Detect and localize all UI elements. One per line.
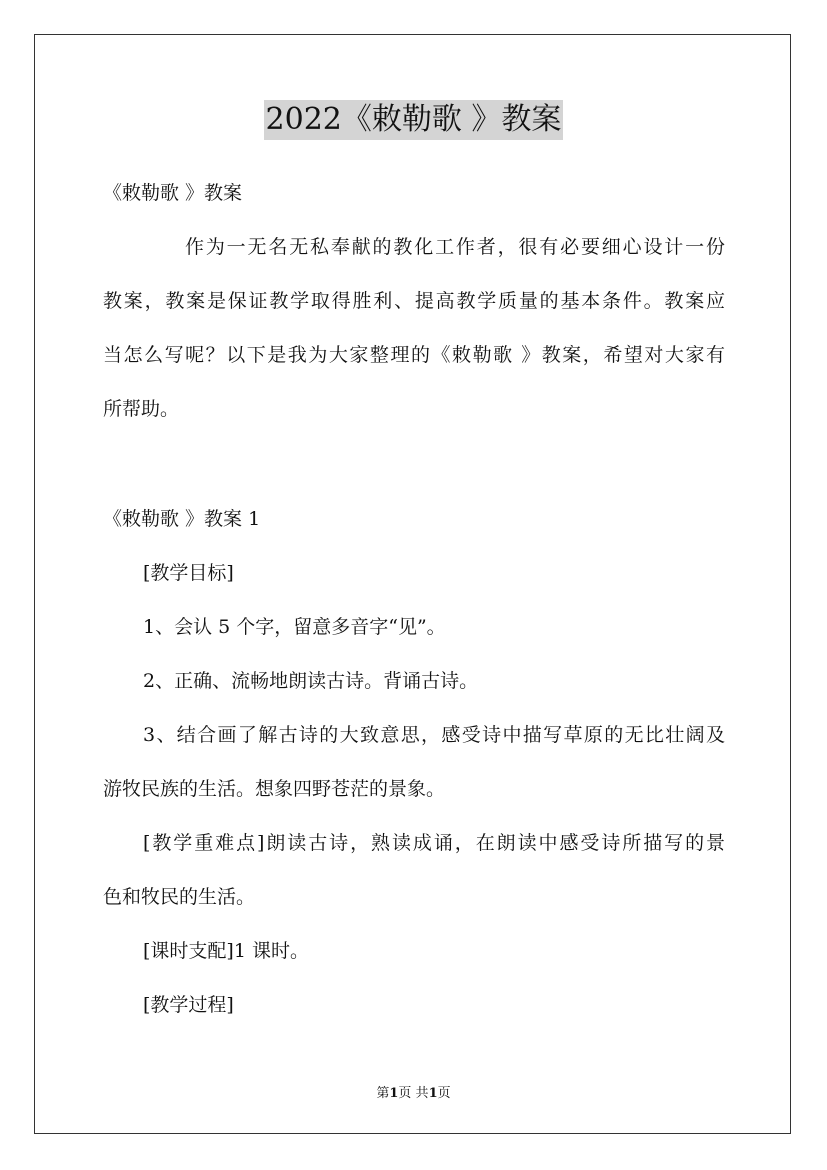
- difficulty-line-2: 色和牧民的生活。: [103, 886, 256, 908]
- document-title: 2022《敕勒歌 》教案: [264, 100, 564, 140]
- page-footer: [0, 1086, 827, 1102]
- document-subtitle: 《敕勒歌 》教案: [103, 182, 243, 204]
- objective-3-line-2: 游牧民族的生活。想象四野苍茫的景象。: [103, 778, 446, 800]
- objectives-heading: [教学目标]: [143, 562, 234, 584]
- footer-current-page: 1: [389, 1086, 399, 1101]
- footer-middle: 页 共: [398, 1086, 429, 1101]
- objective-3-line-1: 3、结合画了解古诗的大致意思，感受诗中描写草原的无比壮阔及: [143, 724, 725, 746]
- footer-prefix: 第: [376, 1086, 390, 1101]
- objective-1: 1、会认 5 个字，留意多音字“见”。: [143, 616, 446, 638]
- title-container: [0, 100, 827, 140]
- intro-line-4: 所帮助。: [103, 398, 180, 420]
- difficulty-line-1: [教学重难点]朗读古诗，熟读成诵，在朗读中感受诗所描写的景: [143, 832, 725, 854]
- intro-line-1: 作为一无名无私奉献的教化工作者，很有必要细心设计一份: [185, 236, 725, 258]
- process-heading: [教学过程]: [143, 994, 234, 1016]
- footer-suffix: 页: [437, 1086, 451, 1101]
- schedule-line: [课时支配]1 课时。: [143, 940, 309, 962]
- footer-total-pages: 1: [428, 1086, 438, 1101]
- intro-line-3: 当怎么写呢？以下是我为大家整理的《敕勒歌 》教案，希望对大家有: [103, 344, 725, 366]
- intro-line-2: 教案，教案是保证教学取得胜利、提高教学质量的基本条件。教案应: [103, 290, 725, 312]
- section-heading: 《敕勒歌 》教案 1: [103, 508, 261, 530]
- objective-2: 2、正确、流畅地朗读古诗。背诵古诗。: [143, 670, 479, 692]
